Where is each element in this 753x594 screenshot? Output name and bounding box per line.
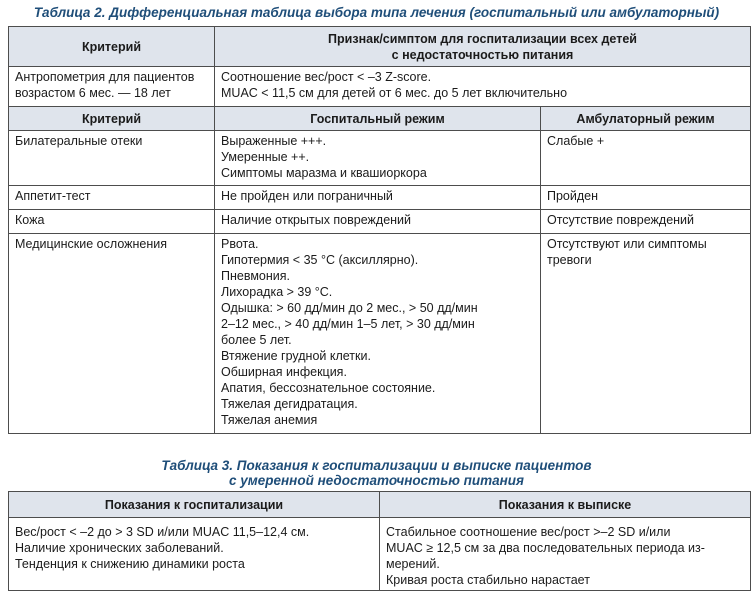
header-outpatient: Амбулаторный режим [541, 107, 751, 131]
row-outpatient: Пройден [541, 186, 751, 210]
caption-line: Таблица 3. Показания к госпитализации и выписке пациентов [161, 458, 592, 473]
row-outpatient: Отсутствие повреждений [541, 210, 751, 234]
row-hospital [215, 234, 541, 434]
table-row [9, 186, 751, 210]
cell-line: Апатия, бессознательное состояние. [221, 381, 436, 395]
cell-line: Стабильное соотношение вес/рост >–2 SD и/или [386, 525, 671, 539]
cell-line: Отсутствуют или симптомы [547, 237, 707, 251]
cell-line: Гипотермия < 35 °C (аксиллярно). [221, 253, 419, 267]
row-hospital: Наличие открытых повреждений [215, 210, 541, 234]
cell-line: 2–12 мес., > 40 дд/мин 1–5 лет, > 30 дд/мин [221, 317, 475, 331]
row-outpatient [541, 234, 751, 434]
row-hospital: Не пройден или пограничный [215, 186, 541, 210]
header-criterion: Критерий [9, 27, 215, 67]
table-row [9, 234, 751, 434]
row-criterion: Аппетит-тест [9, 186, 215, 210]
header-sign-line: с недостаточностью питания [391, 47, 574, 62]
cell-line: мерений. [386, 557, 440, 571]
row-criterion: Медицинские осложнения [9, 234, 215, 434]
cell-line: Втяжение грудной клетки. [221, 349, 371, 363]
table-2-caption: Таблица 2. Дифференциальная таблица выбора типа лечения (госпитальный или амбулаторный) [33, 5, 720, 20]
cell-line: Тенденция к снижению динамики роста [15, 557, 245, 571]
cell-line: Обширная инфекция. [221, 365, 347, 379]
header-discharge: Показания к выписке [380, 492, 751, 518]
table-3-caption [0, 458, 753, 488]
cell-line: возрастом 6 мес. — 18 лет [15, 86, 171, 100]
header-criterion-2: Критерий [9, 107, 215, 131]
cell-line: тревоги [547, 253, 592, 267]
row-criterion: Кожа [9, 210, 215, 234]
cell-line: Умеренные ++. [221, 150, 310, 164]
cell-line: более 5 лет. [221, 333, 292, 347]
table-row [9, 131, 751, 186]
admission-discharge-table [8, 491, 751, 591]
caption-line: с умеренной недостаточностью питания [229, 473, 524, 488]
admission-cell [9, 518, 380, 591]
row-outpatient: Слабые + [541, 131, 751, 186]
treatment-type-table [8, 26, 751, 434]
discharge-cell [380, 518, 751, 591]
cell-line: Кривая роста стабильно нарастает [386, 573, 590, 587]
anthropometry-value [215, 67, 751, 107]
cell-line: Рвота. [221, 237, 259, 251]
cell-line: Выраженные +++. [221, 134, 327, 148]
table-row [9, 210, 751, 234]
cell-line: MUAC < 11,5 см для детей от 6 мес. до 5 лет включительно [221, 86, 568, 100]
header-hospital: Госпитальный режим [215, 107, 541, 131]
cell-line: Пневмония. [221, 269, 291, 283]
cell-line: Наличие хронических заболеваний. [15, 541, 224, 555]
cell-line: Лихорадка > 39 °C. [221, 285, 333, 299]
table-row [9, 518, 751, 591]
row-criterion: Билатеральные отеки [9, 131, 215, 186]
cell-line: Симптомы маразма и квашиоркора [221, 166, 427, 180]
cell-line: Антропометрия для пациентов [15, 70, 195, 84]
row-hospital [215, 131, 541, 186]
cell-line: Вес/рост < –2 до > 3 SD и/или MUAC 11,5–12,4 см. [15, 525, 310, 539]
cell-line: Одышка: > 60 дд/мин до 2 мес., > 50 дд/мин [221, 301, 478, 315]
header-admission: Показания к госпитализации [9, 492, 380, 518]
anthropometry-criterion [9, 67, 215, 107]
header-sign [215, 27, 751, 67]
cell-line: MUAC ≥ 12,5 см за два последовательных периода из- [386, 541, 705, 555]
cell-line: Тяжелая анемия [221, 413, 318, 427]
cell-line: Соотношение вес/рост < –3 Z-score. [221, 70, 432, 84]
cell-line: Тяжелая дегидратация. [221, 397, 358, 411]
header-sign-line: Признак/симптом для госпитализации всех детей [328, 31, 637, 46]
